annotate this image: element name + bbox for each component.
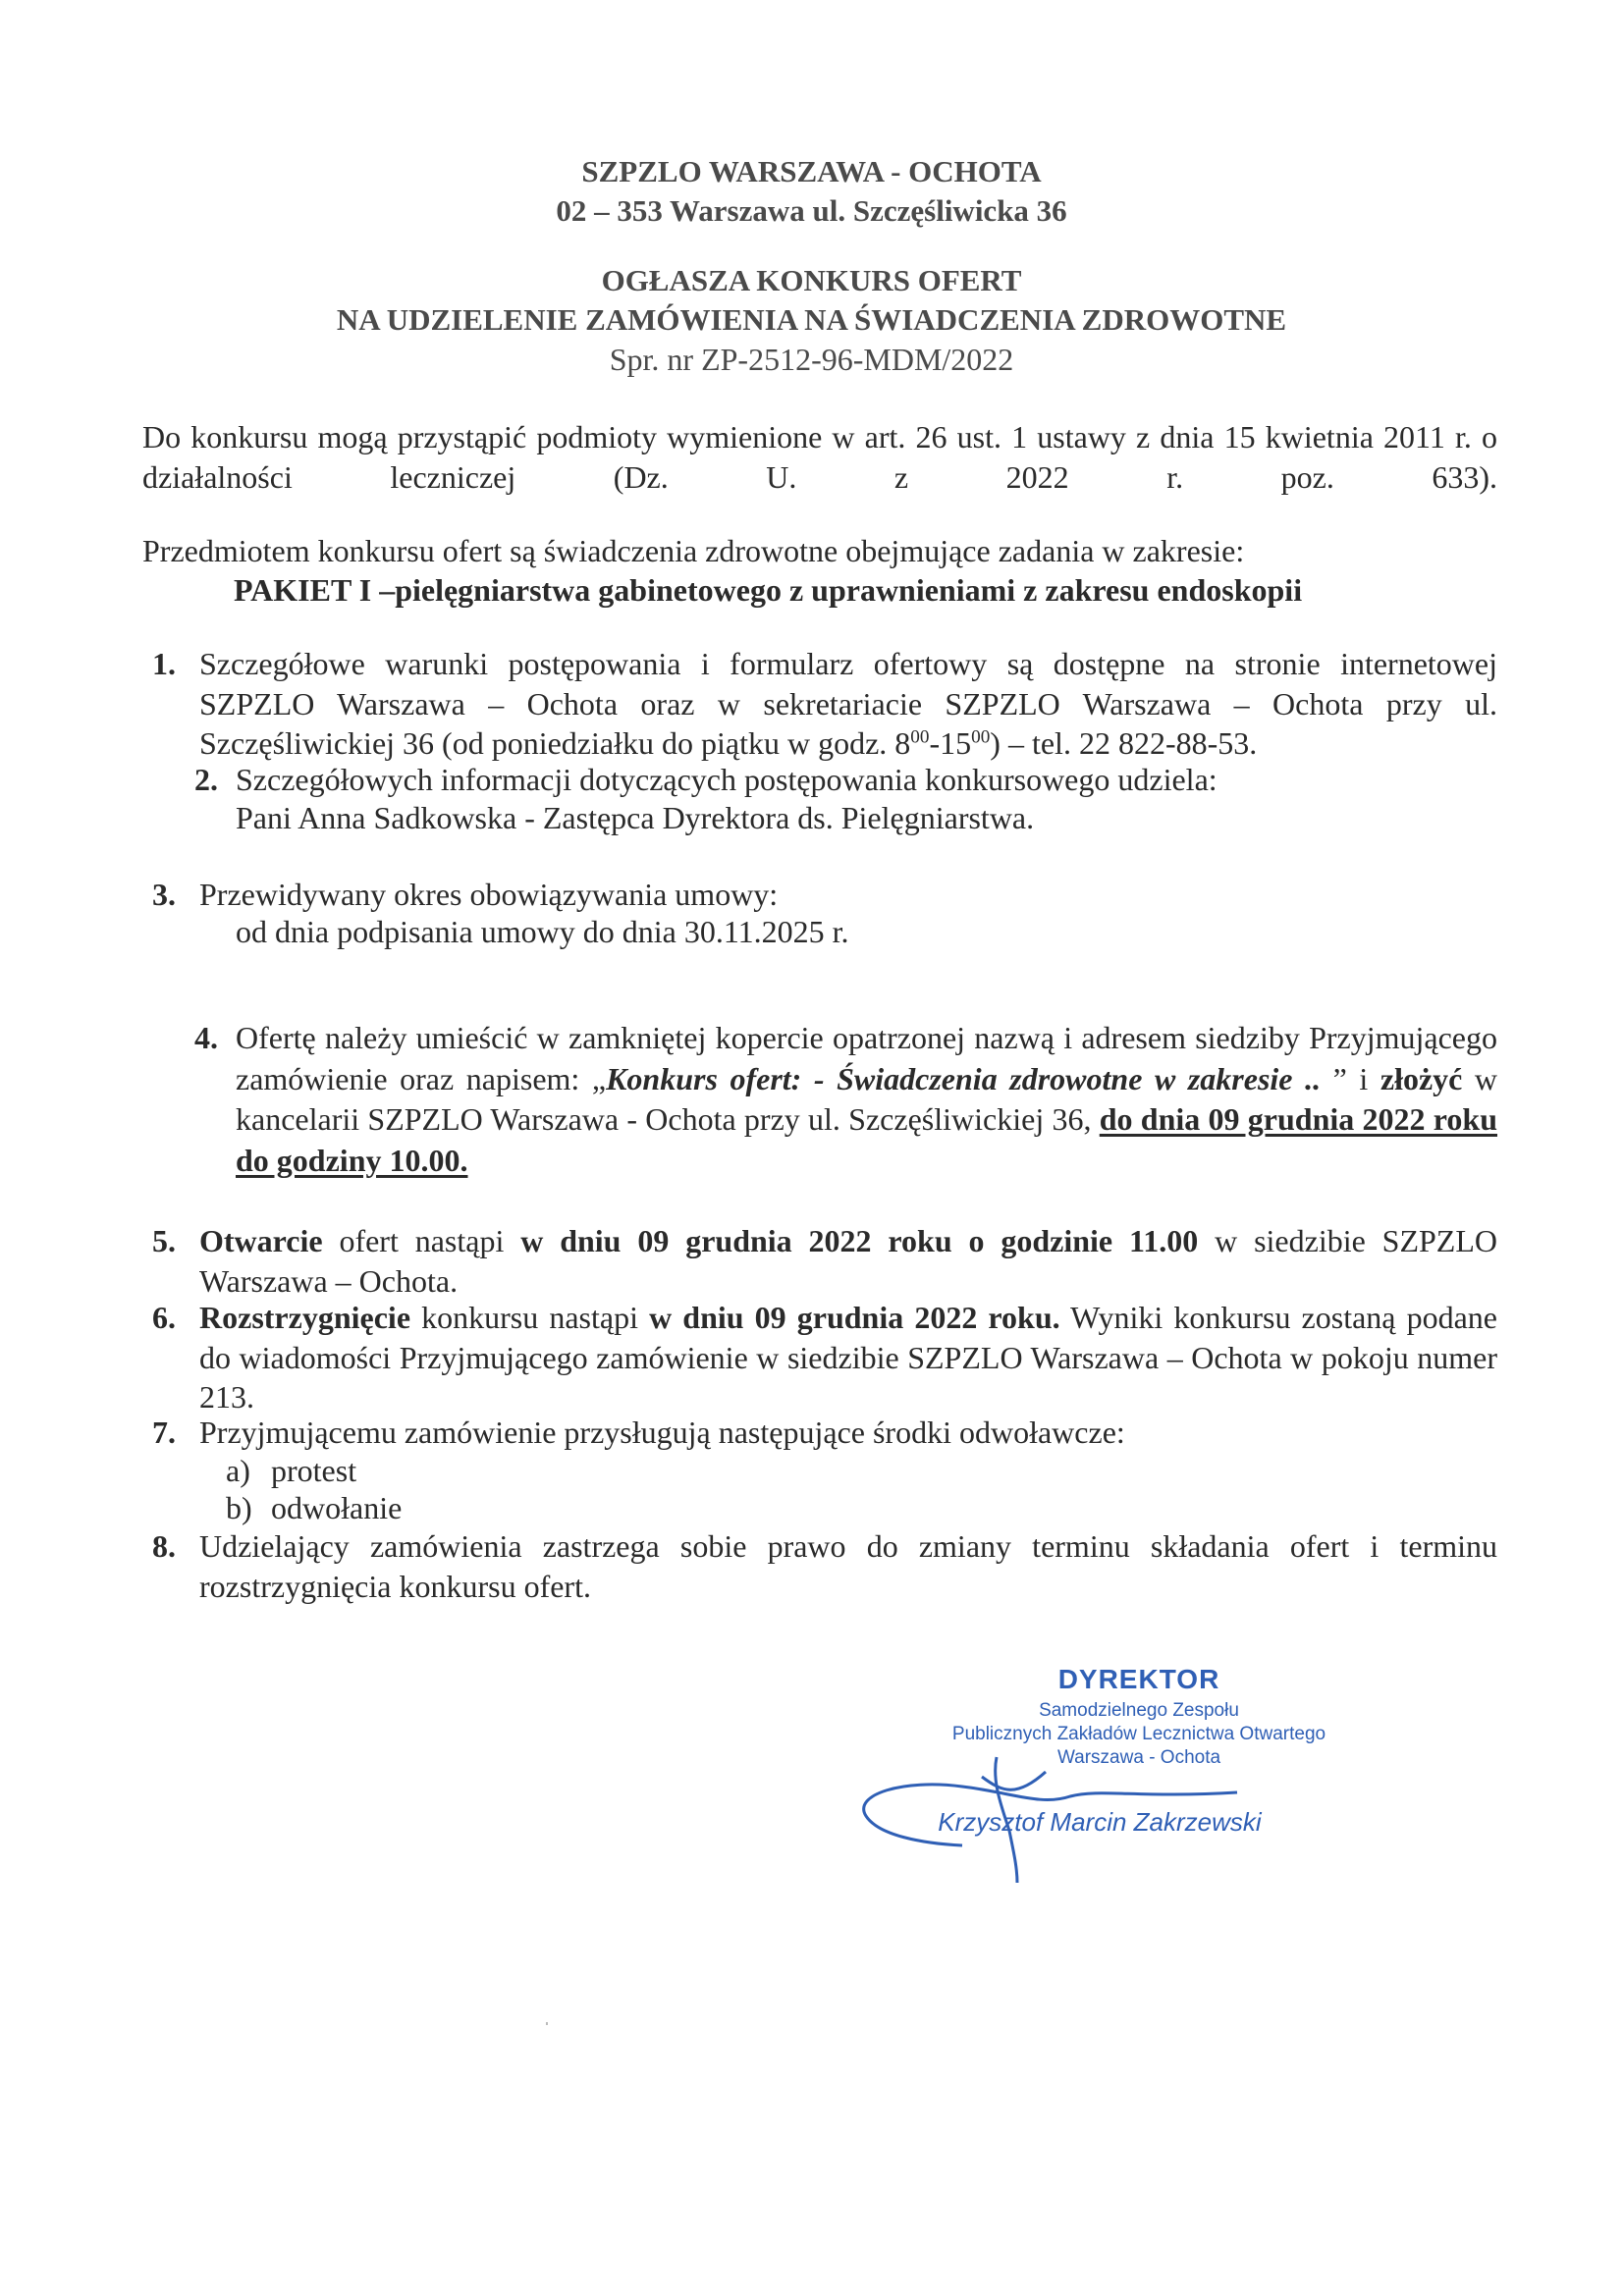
item-1-text-b: -15 [929,725,972,762]
org-address: 02 – 353 Warszawa ul. Szczęśliwicka 36 [556,193,1067,228]
item-5-text-b: w siedzibie SZPZLO Warszawa – Ochota. [199,1223,1498,1299]
item-7-b-label: b) [226,1490,252,1525]
announcement-title: OGŁASZA KONKURS OFERT [601,263,1022,297]
item-8-number: 8. [152,1528,176,1564]
item-7-a-text: protest [271,1453,357,1488]
item-2-number: 2. [194,762,218,797]
item-5-date: w dniu 09 grudnia 2022 roku o godzinie 11.00 [520,1223,1199,1258]
item-5-text [199,1221,1497,1301]
item-3-line-2: od dnia podpisania umowy do dnia 30.11.2025 r. [236,914,849,949]
item-2-line-1: Szczegółowych informacji dotyczących postępowania konkursowego udziela: [236,762,1217,797]
item-7-b-text: odwołanie [271,1490,403,1525]
announcement-subtitle: NA UDZIELENIE ZAMÓWIENIA NA ŚWIADCZENIA ZDROWOTNE [336,302,1287,337]
stamp-line-2: Publicznych Zakładów Lecznictwa Otwartego [951,1723,1326,1744]
item-3-line-1: Przewidywany okres obowiązywania umowy: [199,877,779,912]
item-5-opening: Otwarcie [199,1223,323,1258]
item-5-text-a: ofert nastąpi [322,1223,521,1258]
item-6-resolution: Rozstrzygnięcie [199,1300,411,1335]
item-6-number: 6. [152,1300,176,1335]
item-7-number: 7. [152,1415,176,1450]
item-3-number: 3. [152,877,176,912]
item-1-hour-from-sup: 00 [910,726,930,748]
org-name: SZPZLO WARSZAWA - OCHOTA [581,154,1042,188]
item-6-date: w dniu 09 grudnia 2022 roku. [649,1300,1060,1335]
item-2-line-2: Pani Anna Sadkowska - Zastępca Dyrektora ds. Pielęgniarstwa. [236,800,1035,835]
item-6-text-b: Wyniki konkursu zostaną podane do wiadomości Przyjmującego zamówienie w siedzibie SZPZLO Warszawa – Ochota w pokoju numer 213. [199,1300,1498,1415]
item-1-text [199,644,1497,764]
item-4-number: 4. [194,1020,218,1055]
item-4-text [236,1018,1497,1181]
item-1-hour-to-sup: 00 [971,726,991,748]
subject-lead: Przedmiotem konkursu ofert są świadczenia zdrowotne obejmujące zadania w zakresie: [142,533,1245,568]
item-4-text-b: ” i [1321,1060,1380,1096]
item-4-text-a: Ofertę należy umieścić w zamkniętej kopercie opatrzonej nazwą i adresem siedziby Przyjmującego zamówienie oraz napisem: „ [236,1020,1497,1096]
item-6-text [199,1298,1497,1417]
item-5-number: 5. [152,1223,176,1258]
scan-speck [546,2022,548,2025]
item-1-text-a: Szczegółowe warunki postępowania i formularz ofertowy są dostępne na stronie internetowej SZPZLO Warszawa – Ochota oraz w sekretariacie SZPZLO Warszawa – Ochota przy ul. Szczęśliwickiej 36 (od poniedziałku do piątku w godz. 8 [199,646,1497,762]
item-8-text: Udzielający zamówienia zastrzega sobie prawo do zmiany terminu składania ofert i terminu rozstrzygnięcia konkursu ofert. [199,1528,1497,1604]
item-1-number: 1. [152,646,176,681]
intro-line-1 [142,417,1497,497]
handwritten-signature [844,1737,1296,1885]
item-1-text-c: ) – tel. 22 822-88-53. [990,725,1258,762]
intro-text: Do konkursu mogą przystąpić podmioty wymienione w art. 26 ust. 1 ustawy z dnia 15 kwietnia 2011 r. o działalności leczniczej (Dz. U. z 2022 r. poz. 633). [142,419,1497,495]
stamp-line-3: Warszawa - Ochota [1056,1746,1221,1768]
subject-package: PAKIET I –pielęgniarstwa gabinetowego z uprawnieniami z zakresu endoskopii [234,572,1303,608]
stamp-director-name: Krzysztof Marcin Zakrzewski [938,1807,1262,1837]
item-4-text-c: w kancelarii SZPZLO Warszawa - Ochota przy ul. Szczęśliwickiej 36, [236,1060,1498,1138]
item-4-submit-word: złożyć [1380,1060,1463,1096]
stamp-line-1: Samodzielnego Zespołu [1039,1699,1239,1721]
item-4-deadline: do dnia 09 grudnia 2022 roku do godziny 10.00. [236,1101,1498,1178]
item-6-text-a: konkursu nastąpi [410,1300,650,1335]
stamp-title: DYREKTOR [1057,1664,1220,1694]
item-7-a-label: a) [226,1453,250,1488]
case-reference: Spr. nr ZP-2512-96-MDM/2022 [609,342,1014,377]
item-7-line-1: Przyjmującemu zamówienie przysługują następujące środki odwoławcze: [199,1415,1125,1450]
item-4-envelope-label: Konkurs ofert: - Świadczenia zdrowotne w zakresie .. [606,1060,1322,1096]
